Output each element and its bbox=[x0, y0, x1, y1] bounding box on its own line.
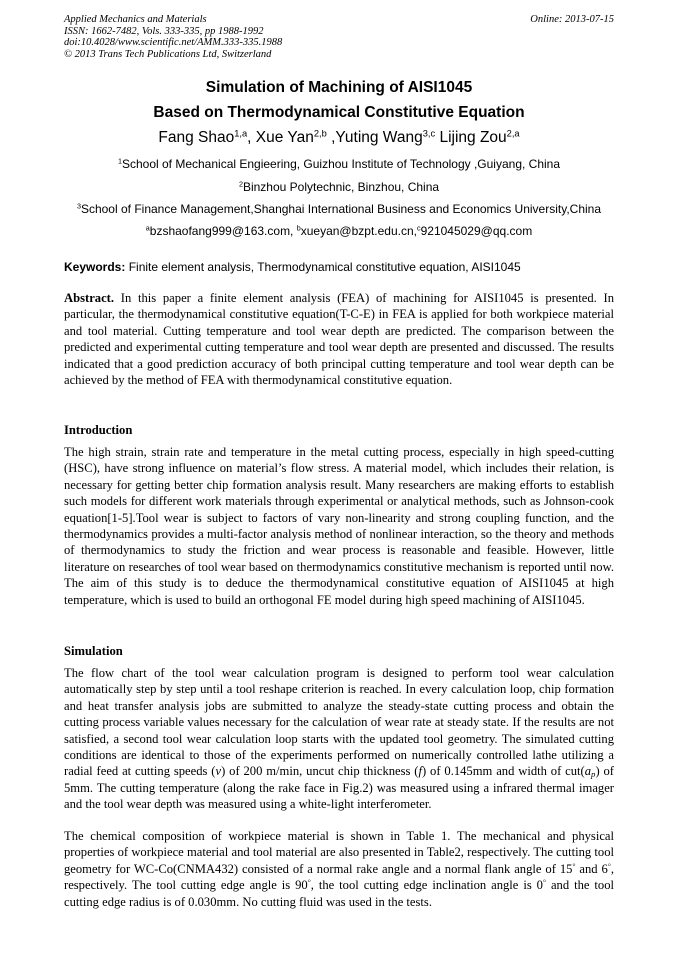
affiliation-1 bbox=[0, 157, 678, 171]
author-list bbox=[0, 129, 678, 147]
author-sep: , bbox=[247, 129, 256, 146]
paper-title-line-2: Based on Thermodynamical Constitutive Equation bbox=[153, 104, 525, 121]
copyright-line: © 2013 Trans Tech Publications Ltd, Switzerland bbox=[64, 48, 272, 60]
degree-sign: ° bbox=[542, 877, 547, 887]
introduction-heading: Introduction bbox=[64, 423, 133, 437]
text-run: , the tool cutting edge inclination angle is 0 bbox=[310, 878, 543, 893]
email-address: 921045029@qq.com bbox=[420, 224, 533, 238]
text-run: The flow chart of the tool wear calculation program is designed to perform tool wear calculation automatically step by step until a tool reshape criterion is reached. In every calculation loop, chip formation and heat transfer analysis jobs are submitted to analyze the steady-state cutting process and obtain the cutting process variable values necessary for the calculation of wear rate at steady state. If the results are not satisfied, a second tool wear calculation loop starts with the updated tool geometry. The simulated cutting conditions are identical to those of the experiments performed on numerically controlled lathe utilizing a radial feed at cutting speeds ( bbox=[64, 666, 614, 779]
email-sup: a bbox=[145, 223, 150, 233]
author-name: Lijing Zou bbox=[439, 129, 507, 146]
journal-name: Applied Mechanics and Materials bbox=[64, 14, 207, 25]
text-run: ) of 5mm. The cutting temperature (along the rake face in Fig.2) was measured using a infrared thermal imager and the tool wear depth was measured using a white-light interferometer. bbox=[64, 764, 614, 812]
affiliation-2 bbox=[0, 180, 678, 194]
author-name: Fang Shao bbox=[158, 129, 235, 146]
text-run: ) of 200 m/min, uncut chip thickness ( bbox=[221, 764, 419, 779]
degree-sign: ° bbox=[572, 861, 576, 871]
keywords-text: Finite element analysis, Thermodynamical constitutive equation, AISI1045 bbox=[125, 260, 521, 274]
keywords bbox=[64, 260, 614, 274]
introduction-paragraph: The high strain, strain rate and temperature in the metal cutting process, especially in high speed-cutting (HSC), have strong influence on material’s flow stress. A material model, which includes their relation, is necessary for getting better chip formation analysis result. Many researchers are making efforts to establish such models for different work materials through experimental or analytical methods, such as Johnson-cook equation[1-5].Tool wear is subject to factors of vary non-linearity and strong coupling function, and the thermodynamics provides a multi-factor analysis method of nonlinear interaction, so the theory and methods of thermodynamics to study the friction and wear process is reasonable and feasible. However, little literature on researches of tool wear based on thermodynamics constitutive mechanism is reported until now. The aim of this study is to deduce the thermodynamical constitutive equation of AISI1045 at high temperature, which is used to build an orthogonal FE model during high speed machining of AISI1045. bbox=[64, 445, 614, 607]
text-run: ) of 0.145mm and width of cut( bbox=[421, 764, 585, 779]
doi-line: doi:10.4028/www.scientific.net/AMM.333-335.1988 bbox=[64, 37, 283, 48]
simulation-paragraph-1 bbox=[64, 665, 614, 813]
degree-sign: ° bbox=[607, 861, 611, 871]
author-name: Xue Yan bbox=[255, 129, 314, 146]
email-address: xueyan@bzpt.edu.cn, bbox=[300, 224, 417, 238]
issn-line: ISSN: 1662-7482, Vols. 333-335, pp 1988-1992 bbox=[64, 25, 264, 37]
symbol-v: v bbox=[215, 764, 222, 779]
abstract-paragraph bbox=[64, 290, 614, 388]
symbol-a: a bbox=[584, 764, 592, 779]
page-header bbox=[64, 14, 614, 60]
affiliation-text: School of Finance Management,Shanghai International Business and Economics University,China bbox=[80, 202, 602, 216]
online-date: Online: 2013-07-15 bbox=[530, 14, 614, 25]
affiliation-text: School of Mechanical Engieering, Guizhou Institute of Technology ,Guiyang, China bbox=[121, 157, 561, 171]
affiliation-sup: 1 bbox=[117, 156, 122, 166]
email-sup: c bbox=[417, 223, 421, 233]
simulation-paragraph-2 bbox=[64, 828, 614, 910]
text-run: , respectively. The tool cutting edge angle is 90 bbox=[64, 861, 614, 893]
author-sup: 2,a bbox=[506, 128, 520, 139]
affiliation-3 bbox=[0, 202, 678, 216]
email-address: bzshaofang999@163.com, bbox=[149, 224, 297, 238]
email-line bbox=[0, 224, 678, 238]
paper-title-line-1: Simulation of Machining of AISI1045 bbox=[205, 79, 473, 96]
symbol-f: f bbox=[418, 764, 422, 779]
author-sup: 3,c bbox=[422, 128, 436, 139]
symbol-p: p bbox=[591, 769, 596, 780]
text-run: The chemical composition of workpiece material is shown in Table 1. The mechanical and physical properties of workpiece material and tool material are also presented in Table2, respectively. The cutting tool geometry for WC-Co(CNMA432) consisted of a normal rake angle and a normal flank angle of 15 bbox=[64, 829, 614, 876]
simulation-heading: Simulation bbox=[64, 644, 123, 658]
affiliation-sup: 3 bbox=[76, 201, 81, 211]
degree-sign: ° bbox=[307, 877, 311, 887]
affiliation-sup: 2 bbox=[238, 179, 243, 189]
affiliation-text: Binzhou Polytechnic, Binzhou, China bbox=[242, 180, 440, 194]
email-sup: b bbox=[296, 223, 301, 233]
author-sup: 2,b bbox=[313, 128, 327, 139]
author-sup: 1,a bbox=[234, 128, 248, 139]
author-sep: , bbox=[326, 129, 336, 146]
text-run: and the tool cutting edge radius is of 0.030mm. No cutting fluid was used in the tests. bbox=[64, 878, 614, 909]
author-name: Yuting Wang bbox=[335, 129, 423, 146]
text-run: and 6 bbox=[575, 861, 608, 876]
abstract-label: Abstract. bbox=[64, 291, 115, 305]
abstract-text: In this paper a finite element analysis (FEA) of machining for AISI1045 is presented. In particular, the thermodynamical constitutive equation(T-C-E) in FEA is applied for both workpiece material and tool material. Cutting temperature and tool wear depth are predicted. The comparison between the predicted and experimental cutting temperature and tool wear depth are presented and discussed. The results indicated that a good prediction accuracy of both principal cutting temperature and tool wear depth can be achieved by the method of FEA with thermodynamical constitutive equation. bbox=[64, 291, 614, 388]
keywords-label: Keywords: bbox=[64, 260, 126, 274]
